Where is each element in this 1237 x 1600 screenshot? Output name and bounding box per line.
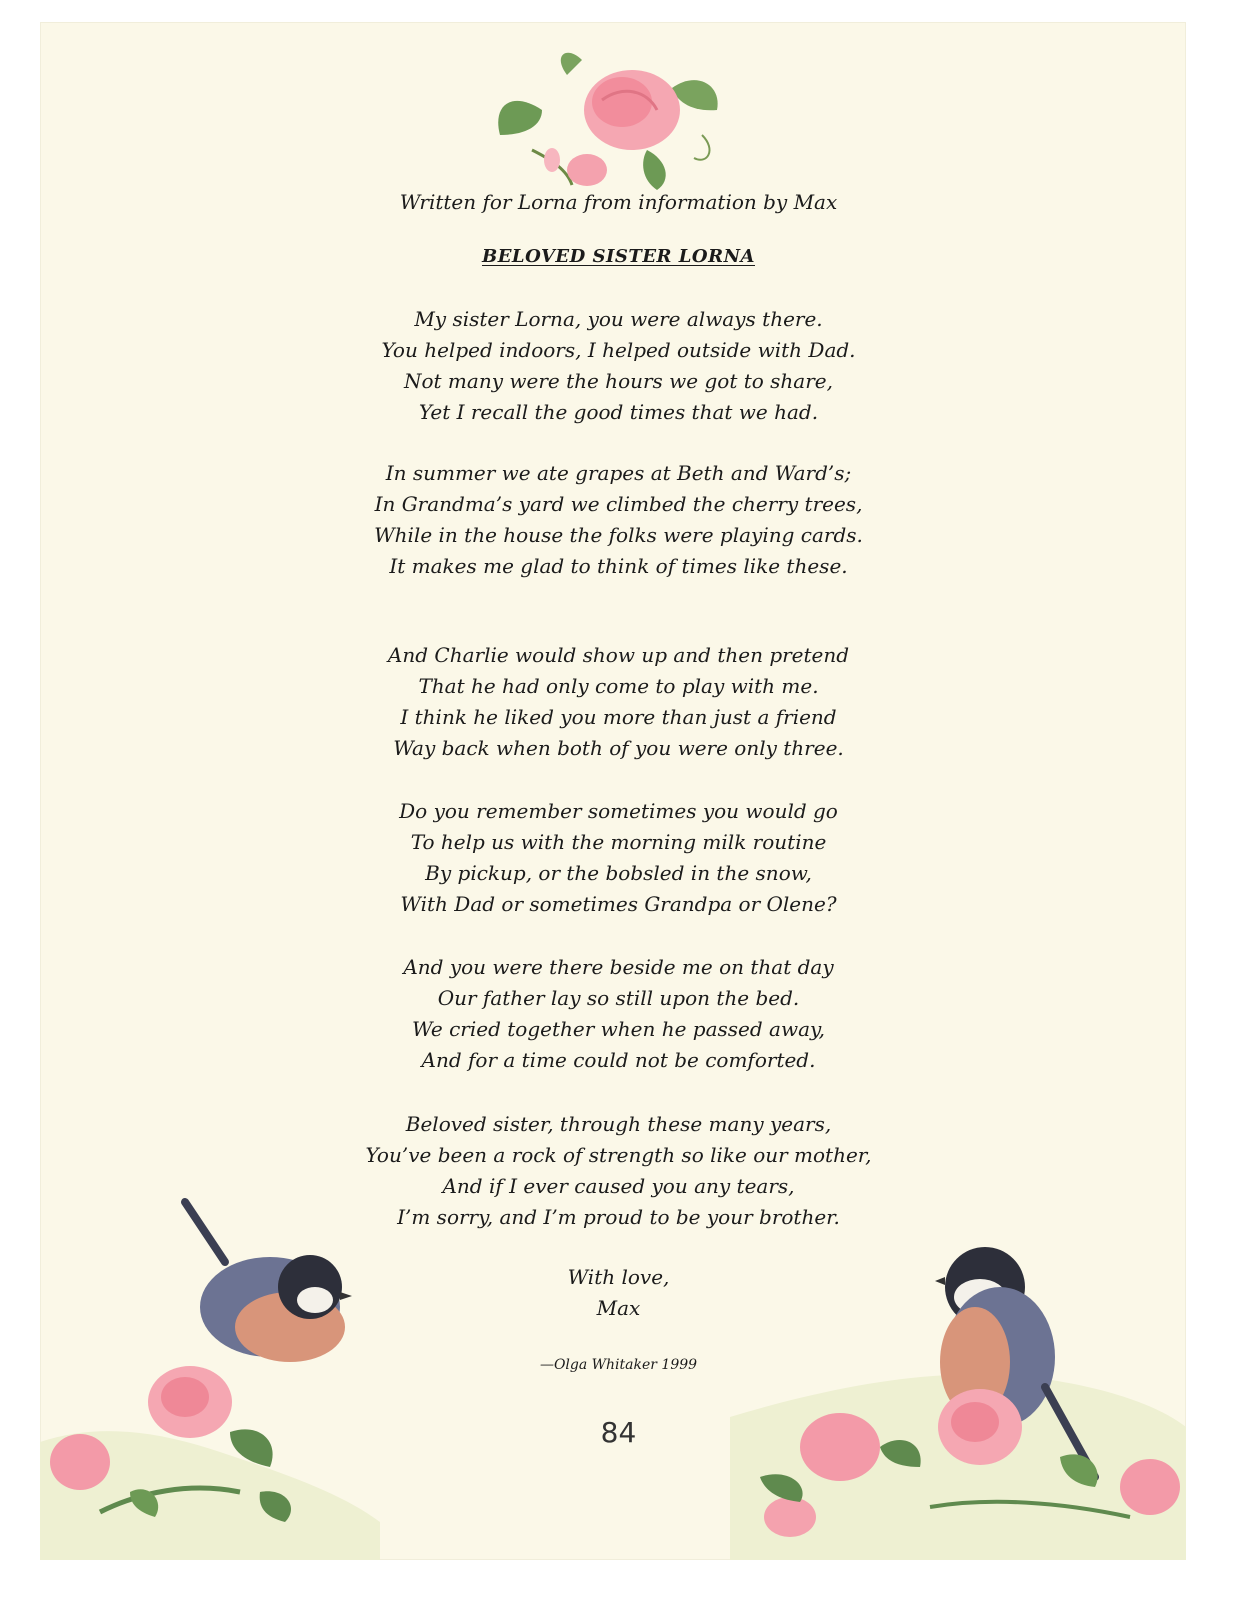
poem-line: I think he liked you more than just a friend	[400, 705, 837, 729]
poem-stanza	[0, 796, 1237, 920]
poem-line: In summer we ate grapes at Beth and Ward’s;	[385, 461, 852, 485]
poem-line: And if I ever caused you any tears,	[442, 1174, 795, 1198]
poem-line: That he had only come to play with me.	[418, 674, 819, 698]
author-credit: —Olga Whitaker 1999	[539, 1357, 698, 1373]
poem-line: While in the house the folks were playing cards.	[374, 523, 863, 547]
poem-line: We cried together when he passed away,	[411, 1017, 826, 1041]
poem-stanza	[0, 1109, 1237, 1233]
poem-line: Not many were the hours we got to share,	[404, 369, 833, 393]
poem-line: And for a time could not be comforted.	[421, 1048, 816, 1072]
poem-line: It makes me glad to think of times like these.	[389, 554, 848, 578]
poem-line: In Grandma’s yard we climbed the cherry trees,	[374, 492, 863, 516]
closing-line: With love,	[567, 1265, 670, 1289]
chickadee-bird-illustration	[40, 1192, 380, 1560]
poem-stanza	[0, 952, 1237, 1076]
rose-illustration	[472, 40, 732, 200]
poem-stanza	[0, 458, 1237, 582]
poem-line: Do you remember sometimes you would go	[399, 799, 838, 823]
poem-line: You’ve been a rock of strength so like our mother,	[365, 1143, 872, 1167]
poem-line: You helped indoors, I helped outside with Dad.	[381, 338, 856, 362]
signature-name: Max	[596, 1296, 641, 1320]
poem-line: To help us with the morning milk routine	[410, 830, 827, 854]
poem-line: With Dad or sometimes Grandpa or Olene?	[400, 892, 837, 916]
closing-signature	[0, 1262, 1237, 1324]
poem-line: Beloved sister, through these many years,	[405, 1112, 832, 1136]
poem-line: Yet I recall the good times that we had.	[418, 400, 819, 424]
dedication-subtitle: Written for Lorna from information by Max	[399, 190, 838, 214]
poem-line: My sister Lorna, you were always there.	[414, 307, 823, 331]
poem-title: BELOVED SISTER LORNA	[482, 246, 755, 267]
poem-line: I’m sorry, and I’m proud to be your brother.	[397, 1205, 840, 1229]
poem-line: Way back when both of you were only three.	[393, 736, 844, 760]
poem-line: And you were there beside me on that day	[403, 955, 834, 979]
poem-line: Our father lay so still upon the bed.	[437, 986, 800, 1010]
poem-line: By pickup, or the bobsled in the snow,	[425, 861, 812, 885]
poem-stanza	[0, 304, 1237, 428]
poem-stanza	[0, 640, 1237, 764]
poem-line: And Charlie would show up and then pretend	[387, 643, 850, 667]
page-number: 84	[600, 1416, 637, 1449]
